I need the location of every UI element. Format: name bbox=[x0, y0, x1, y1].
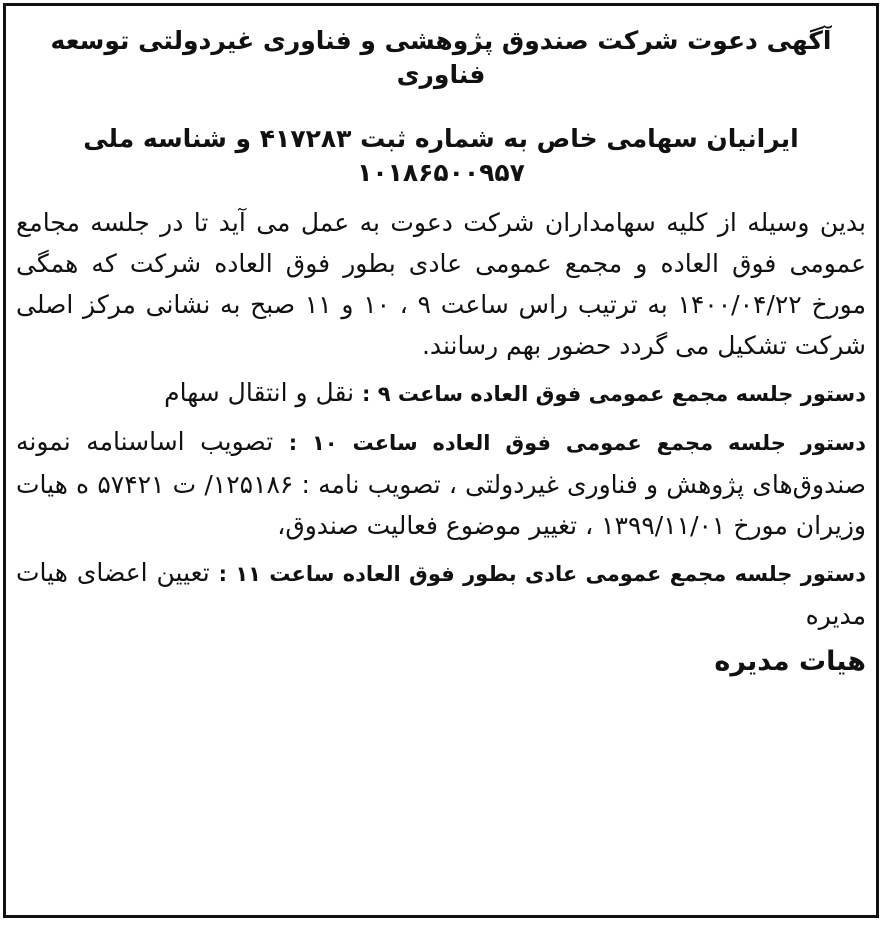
agenda-label-11: دستور جلسه مجمع عمومی عادی بطور فوق العاده ساعت ۱۱ : bbox=[218, 562, 866, 586]
agenda-item-11 bbox=[16, 552, 866, 636]
agenda-text-10: تصویب اساسنامه نمونه صندوق‌های پژوهش و فناوری غیردولتی ، تصویب نامه : ۱۲۵۱۸۶/ ت ۵۷۴۲۱ ه هیات وزیران مورخ ۱۳۹۹/۱۱/۰۱ ، تغییر موضوع فعالیت صندوق، bbox=[16, 427, 866, 540]
agenda-list bbox=[16, 372, 866, 636]
agenda-text-11: تعیین اعضای هیات مدیره bbox=[16, 558, 866, 630]
title-line-1: آگهی دعوت شرکت صندوق پژوهشی و فناوری غیردولتی توسعه فناوری bbox=[50, 26, 832, 89]
agenda-text-9: نقل و انتقال سهام bbox=[164, 378, 362, 407]
agenda-item-10 bbox=[16, 421, 866, 546]
agenda-label-10: دستور جلسه مجمع عمومی فوق العاده ساعت ۱۰ : bbox=[288, 431, 866, 455]
agenda-item-9 bbox=[16, 372, 866, 415]
title-line-2: ایرانیان سهامی خاص به شماره ثبت ۴۱۷۲۸۳ و شناسه ملی ۱۰۱۸۶۵۰۰۹۵۷ bbox=[83, 124, 799, 187]
signature: هیات مدیره bbox=[714, 646, 866, 677]
intro-block bbox=[16, 202, 866, 366]
announcement-frame bbox=[3, 3, 879, 918]
agenda-label-9: دستور جلسه مجمع عمومی فوق العاده ساعت ۹ : bbox=[362, 382, 866, 406]
intro-paragraph: بدین وسیله از کلیه سهامداران شرکت دعوت به عمل می آید تا در جلسه مجامع عمومی فوق العاده و مجمع عمومی عادی بطور فوق العاده شرکت که همگی مورخ ۱۴۰۰/۰۴/۲۲ به ترتیب راس ساعت ۹ ، ۱۰ و ۱۱ صبح به نشانی مرکز اصلی شرکت تشکیل می گردد حضور بهم رسانند. bbox=[16, 208, 866, 360]
announcement-content bbox=[16, 24, 866, 707]
